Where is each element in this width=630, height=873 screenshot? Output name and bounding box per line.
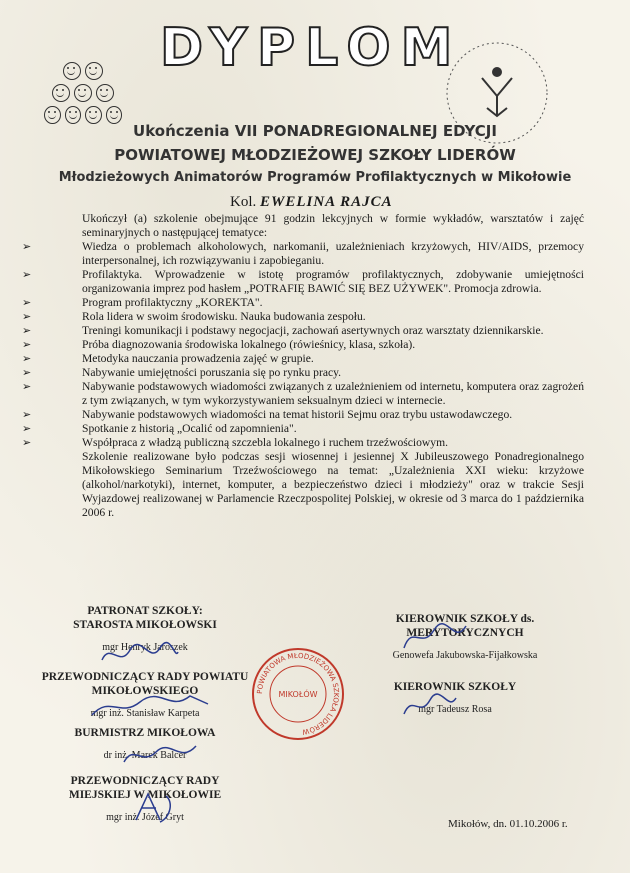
kier-mer-name: Genowefa Jakubowska-Fijałkowska	[392, 650, 538, 661]
list-item: ➢ Współpraca z władzą publiczną szczebla lokalnego i ruchem trzeźwościowym.	[22, 436, 584, 450]
kier-title: KIEROWNIK SZKOŁY	[393, 681, 517, 693]
rada-miejska-name: mgr inż. Józef Gryt	[106, 812, 184, 823]
topic-list	[22, 240, 584, 450]
rada-name: mgr inż. Stanisław Karpeta	[90, 708, 200, 719]
closing-text: Szkolenie realizowane było podczas sesji wiosennej i jesiennej X Jubileuszowego Ponadregionalnego Mikołowskiego Seminarium Trzeźwościowego na temat: „Uzależnienia XXI wieku: krzyżowe (alkohol/narkotyki), internet, komputer, a bezpieczeństwo dzieci i młodzieży" oraz w trakcie Sesji Wyjazdowej realizowanej w Parlamencie Rzeczpospolitej Polskiej, w okresie od 3 marca do 1 października 2006 r.	[82, 450, 584, 519]
signature-scribble	[130, 790, 180, 826]
smiley-icon	[63, 62, 81, 80]
diploma-title: DYPLOM	[160, 18, 463, 78]
official-stamp-icon	[250, 646, 346, 742]
signature-scribble	[400, 690, 460, 720]
place-date: Mikołów, dn. 01.10.2006 r.	[448, 818, 568, 830]
starosta-title: STAROSTA MIKOŁOWSKI	[73, 619, 217, 631]
smiley-icon	[52, 84, 70, 102]
burmistrz-name: dr inż. Marek Balcer	[103, 750, 187, 761]
list-item: ➢ Wiedza o problemach alkoholowych, narkomanii, uzależnieniach krzyżowych, HIV/AIDS, przemocy interpersonalnej, ich rozwiązywaniu i zapobieganiu.	[22, 240, 584, 268]
smiley-icon	[74, 84, 92, 102]
stamp-ring-text: POWIATOWA MŁODZIEŻOWA SZKOŁA LIDERÓW	[255, 651, 341, 736]
intro-text: Ukończył (a) szkolenie obejmujące 91 godzin lekcyjnych w formie wykładów, warsztatów i zajęć seminaryjnych o następującej tematyce:	[82, 212, 584, 239]
diploma-body	[22, 212, 584, 520]
heading-line-3: Młodzieżowych Animatorów Programów Profilaktycznych w Mikołowie	[58, 170, 572, 185]
list-item: ➢ Spotkanie z historią „Ocalić od zapomnienia".	[22, 422, 584, 436]
list-item: ➢ Nabywanie podstawowych wiadomości na temat historii Sejmu oraz trybu ustawodawczego.	[22, 408, 584, 422]
recipient	[230, 194, 393, 211]
list-item: ➢ Treningi komunikacji i podstawy negocjacji, zachowań asertywnych oraz warsztaty dziennikarskie.	[22, 324, 584, 338]
list-item: ➢ Rola lidera w swoim środowisku. Nauka budowania zespołu.	[22, 310, 584, 324]
signature-scribble	[90, 690, 210, 720]
list-item: ➢ Profilaktyka. Wprowadzenie w istotę programów profilaktycznych, zdobywanie umiejętności organizowania imprez pod hasłem „POTRAFIĘ BAWIĆ SIĘ BEZ UŻYWEK". Promocja zdrowia.	[22, 268, 584, 296]
kier-name: mgr Tadeusz Rosa	[418, 704, 492, 715]
list-item: ➢ Nabywanie umiejętności poruszania się po rynku pracy.	[22, 366, 584, 380]
signature-scribble	[120, 740, 200, 770]
heading-line-1: Ukończenia VII PONADREGIONALNEJ EDYCJI	[133, 122, 497, 140]
rada-title: PRZEWODNICZĄCY RADY POWIATU MIKOŁOWSKIEGO	[41, 671, 249, 697]
list-item: ➢ Program profilaktyczny „KOREKTA".	[22, 296, 584, 310]
stamp-city: MIKOŁÓW	[278, 690, 318, 699]
starosta-name: mgr Henryk Jaroszek	[102, 642, 188, 653]
recipient-prefix: Kol.	[230, 194, 257, 210]
recipient-name: EWELINA RAJCA	[260, 194, 393, 210]
smiley-icon	[96, 84, 114, 102]
smiley-group	[44, 62, 122, 128]
kier-mer-title: KIEROWNIK SZKOŁY ds. MERYTORYCZNYCH	[395, 613, 535, 639]
list-item: ➢ Metodyka nauczania prowadzenia zajęć w grupie.	[22, 352, 584, 366]
list-item: ➢ Próba diagnozowania środowiska lokalnego (rówieśnicy, klasa, szkoła).	[22, 338, 584, 352]
signature-scribble	[100, 640, 180, 670]
list-item: ➢ Nabywanie podstawowych wiadomości związanych z uzależnieniem od internetu, komputera oraz zagrożeń z tym związanych, w tym wykorzystywaniem seksualnym dzieci w internecie.	[22, 380, 584, 408]
rada-miejska-title: PRZEWODNICZĄCY RADY MIEJSKIEJ W MIKOŁOWIE	[68, 775, 222, 801]
burmistrz-title: BURMISTRZ MIKOŁOWA	[74, 727, 216, 739]
heading-line-2: POWIATOWEJ MŁODZIEŻOWEJ SZKOŁY LIDERÓW	[114, 146, 516, 164]
smiley-icon	[85, 62, 103, 80]
patronat-title: PATRONAT SZKOŁY:	[87, 605, 203, 617]
signature-scribble	[400, 620, 470, 654]
